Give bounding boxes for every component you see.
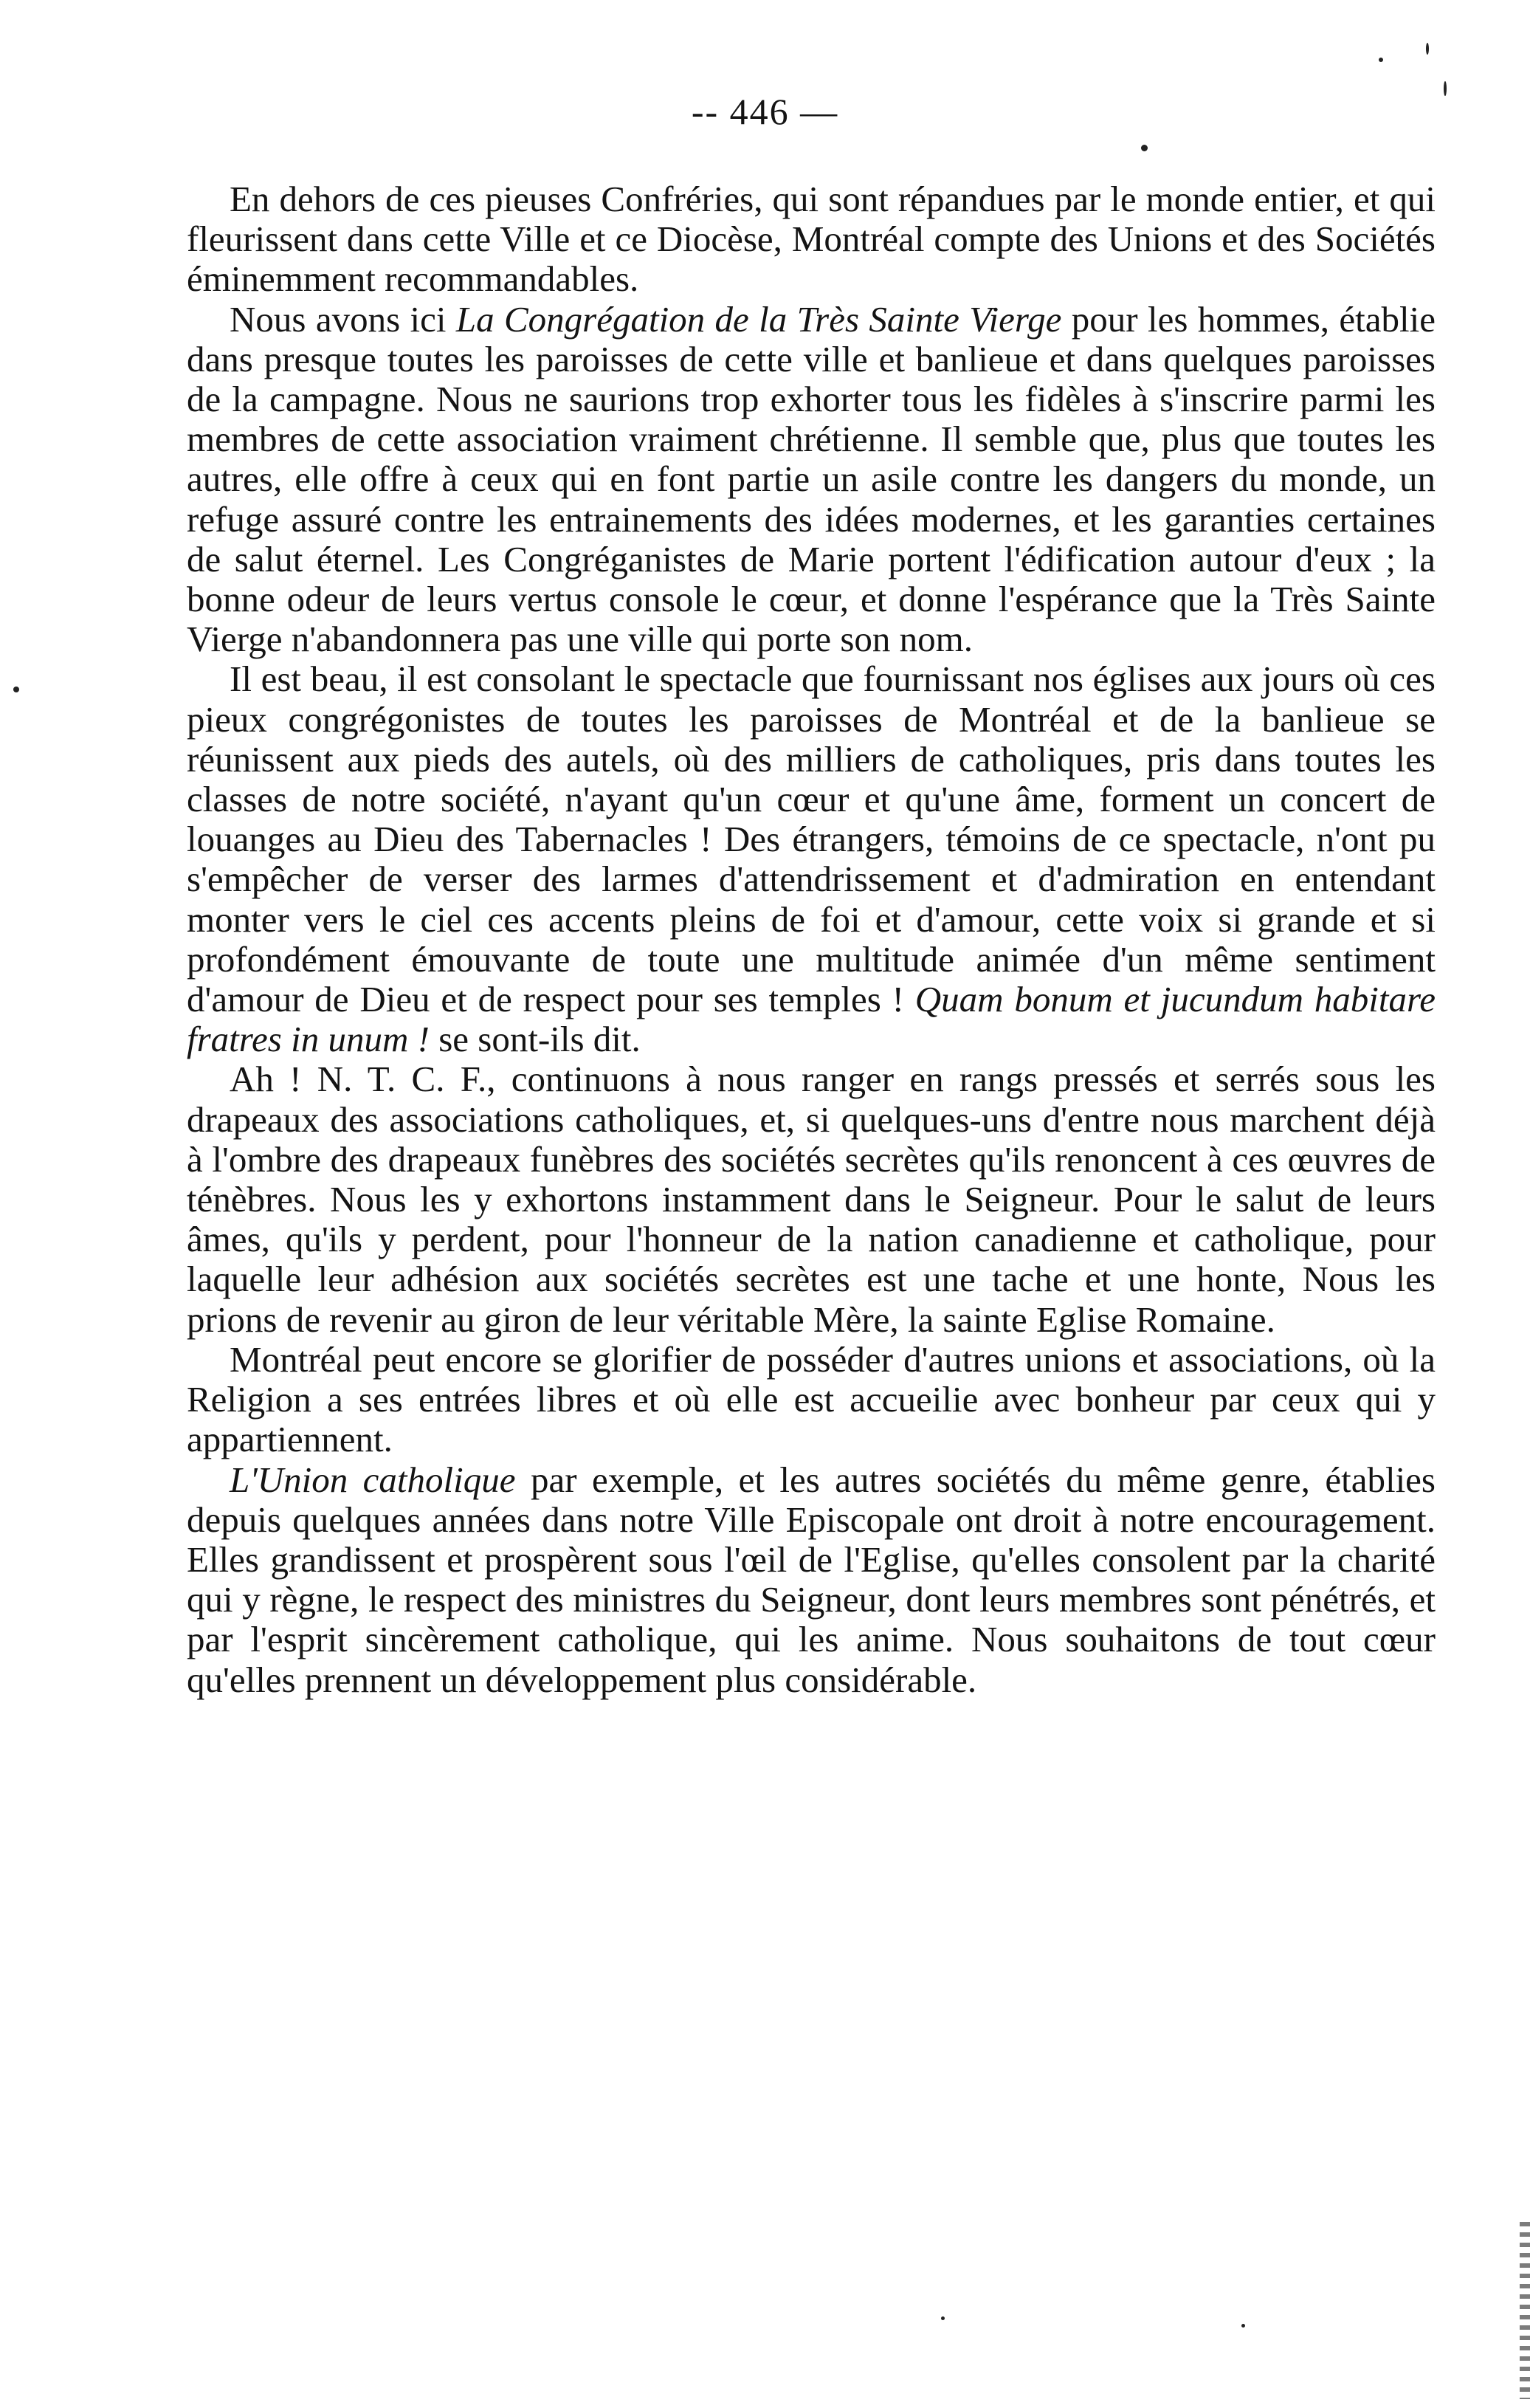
paragraph-unions: Montréal peut encore se glorifier de posséder d'autres unions et associations, où la Religion a ses entrées libres et où elle est accueilie avec bonheur par ceux qui y appartiennent. [187,1338,1436,1460]
page-edge-shadow [1520,2222,1530,2399]
scan-speck [1141,145,1148,151]
scan-speck [1426,43,1429,55]
italic-phrase: L'Union catholique [230,1459,516,1500]
scan-speck [13,687,19,692]
paragraph-congregation: Nous avons ici La Congrégation de la Très Sainte Vierge pour les hommes, établie dans presque toutes les paroisses de cette ville et banlieue et dans quelques paroisses de la campagne. Nous ne saurions trop exhorter tous les fidèles à s'inscrire parmi les membres de cette association vraiment chrétienne. Il semble que, plus que toutes les autres, elle offre à ceux qui en font partie un asile contre les dangers du monde, un refuge assuré contre les entrainements des idées modernes, et les garanties certaines de salut éternel. Les Congréganistes de Marie portent l'édification autour d'eux ; la bonne odeur de leurs vertus console le cœur, et donne l'espérance que la Très Sainte Vierge n'abandonnera pas une ville qui porte son nom. [187,298,1436,660]
scan-speck [1241,2324,1245,2328]
scan-speck [1379,58,1383,62]
italic-phrase: Quam bonum et jucundum habitare fratres in unum ! [187,979,1436,1060]
scan-speck [1444,81,1447,96]
page-number: -- 446 — [691,91,839,132]
italic-phrase: La Congrégation de la Très Sainte Vierge [455,298,1062,340]
paragraph-confreries: En dehors de ces pieuses Confréries, qui sont répandues par le monde entier, et qui fleurissent dans cette Ville et ce Diocèse, Montréal compte des Unions et des Sociétés éminemment recommandables. [187,179,1436,300]
paragraph-union-catholique: L'Union catholique par exemple, et les autres sociétés du même genre, établies depuis quelques années dans notre Ville Episcopale ont droit à notre encouragement. Elles grandissent et prospèrent sous l'œil de l'Eglise, qu'elles consolent par la charité qui y règne, le respect des ministres du Seigneur, dont leurs membres sont pénétrés, et par l'esprit sincèrement catholique, qui les anime. Nous souhaitons de tout cœur qu'elles prennent un développement plus considérable. [187,1459,1436,1700]
body-text [187,179,1436,1700]
paragraph-spectacle: Il est beau, il est consolant le spectacle que fournissant nos églises aux jours où ces pieux congrégonistes de toutes les paroisses de Montréal et de la banlieue se réunissent aux pieds des autels, où des milliers de catholiques, pris dans toutes les classes de notre société, n'ayant qu'un cœur et qu'une âme, forment un concert de louanges au Dieu des Tabernacles ! Des étrangers, témoins de ce spectacle, n'ont pu s'empêcher de verser des larmes d'attendrissement et d'admiration en entendant monter vers le ciel ces accents pleins de foi et d'amour, cette voix si grande et si profondément émouvante de toute une multitude animée d'un même sentiment d'amour de Dieu et de respect pour ses temples ! Quam bonum et jucundum habitare fratres in unum ! se sont-ils dit. [187,658,1436,1060]
scan-speck [941,2316,945,2320]
paragraph-associations: Ah ! N. T. C. F., continuons à nous ranger en rangs pressés et serrés sous les drapeaux des associations catholiques, et, si quelques-uns d'entre nous marchent déjà à l'ombre des drapeaux funèbres des sociétés secrètes qu'ils renoncent à ces œuvres de ténèbres. Nous les y exhortons instamment dans le Seigneur. Pour le salut de leurs âmes, qu'ils y perdent, pour l'honneur de la nation canadienne et catholique, pour laquelle leur adhésion aux sociétés secrètes est une tache et une honte, Nous les prions de revenir au giron de leur véritable Mère, la sainte Eglise Romaine. [187,1059,1436,1340]
